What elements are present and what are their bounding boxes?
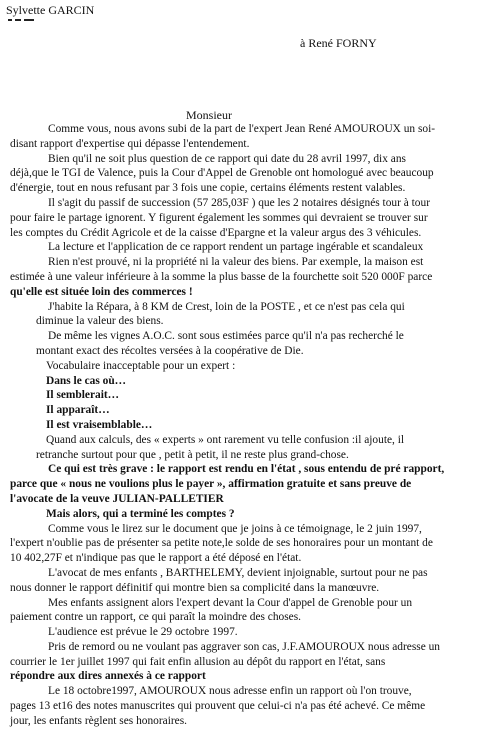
- body-line: L'avocat de mes enfants , BARTHELEMY, devient injoignable, surtout pour ne pas: [48, 566, 428, 579]
- body-line: pages 13 et16 des notes manuscrites qui prouvent que celui-ci n'a pas été achevé. Ce même: [10, 700, 426, 713]
- body-line: Comme vous, nous avons subi de la part de l'expert Jean René AMOUROUX un soi-: [48, 123, 436, 135]
- body-line: Le 18 octobre1997, AMOUROUX nous adresse enfin un rapport où l'on trouve,: [48, 685, 412, 698]
- body-line: estimée à une valeur inférieure à la somme la plus basse de la fourchette soit 520 000F parce: [10, 270, 433, 283]
- salutation: Monsieur: [186, 108, 232, 122]
- body-line: J'habite la Répara, à 8 KM de Crest, loin de la POSTE , et ce n'est pas cela qui: [48, 300, 405, 313]
- body-line: Il est vraisemblable…: [46, 418, 153, 431]
- body-line: Mes enfants assignent alors l'expert devant la Cour d'appel de Grenoble pour un: [48, 596, 413, 609]
- body-line: jour, les enfants règlent ses honoraires.: [10, 714, 187, 727]
- body-line: pour faire le partage ignorent. Y figurent également les sommes qui devraient se trouver sur: [10, 211, 428, 224]
- body-line: Bien qu'il ne soit plus question de ce rapport qui date du 28 avril 1997, dix ans: [48, 152, 406, 165]
- body-line: Il apparaît…: [46, 404, 110, 417]
- body-line: La lecture et l'application de ce rapport rendent un partage ingérable et scandaleux: [48, 241, 424, 254]
- body-line: Pris de remord ou ne voulant pas aggraver son cas, J.F.AMOUROUX nous adresse un: [48, 640, 440, 653]
- body-line: 10 402,27F et n'indique pas que le rapport a été déposé en l'état.: [10, 552, 302, 565]
- letter-body: [10, 122, 484, 729]
- body-line: Mais alors, qui a terminé les comptes ?: [46, 507, 235, 520]
- recipient-name: à René FORNY: [300, 36, 377, 50]
- body-line: courrier le 1er juillet 1997 qui fait enfin allusion au dépôt du rapport en l'état, sans: [10, 655, 386, 668]
- body-line: Il s'agit du passif de succession (57 285,03F ) que les 2 notaires désignés tour à tour: [48, 196, 430, 209]
- sender-address-scribble: [8, 19, 38, 27]
- body-line: montant exact des récoltes versées à la coopérative de Die.: [36, 344, 304, 357]
- body-line: diminue la valeur des biens.: [36, 315, 164, 328]
- body-line: d'énergie, tout en nous refusant par 3 fois une copie, certains éléments restent valables.: [10, 182, 406, 195]
- body-line: L'audience est prévue le 29 octobre 1997.: [48, 626, 238, 639]
- body-line: qu'elle est située loin des commerces !: [10, 285, 193, 298]
- body-line: l'avocate de la veuve JULIAN-PALLETIER: [10, 492, 224, 505]
- body-line: De même les vignes A.O.C. sont sous estimées parce qu'il n'a pas recherché le: [48, 330, 404, 343]
- body-line: Vocabulaire inacceptable pour un expert :: [46, 359, 236, 372]
- body-line: Rien n'est prouvé, ni la propriété ni la valeur des biens. Par exemple, la maison est: [48, 256, 424, 269]
- body-line: Comme vous le lirez sur le document que je joins à ce témoignage, le 2 juin 1997,: [48, 522, 422, 535]
- body-line: nous donner le rapport définitif qui montre bien sa complicité dans la manœuvre.: [10, 581, 380, 594]
- body-line: Dans le cas où…: [46, 374, 127, 387]
- body-line: Ce qui est très grave : le rapport est rendu en l'état , sous entendu de pré rapport,: [48, 463, 445, 476]
- body-line: retranche surtout pour que , petit à petit, il ne reste plus grand-chose.: [36, 448, 349, 461]
- body-line: Quand aux calculs, des « experts » ont rarement vu telle confusion :il ajoute, il: [46, 433, 405, 446]
- body-line: l'expert n'oublie pas de présenter sa petite note,le solde de ses honoraires pour un montant de: [10, 537, 433, 550]
- body-line: déjà,que le TGI de Valence, puis la Cour d'Appel de Grenoble ont homologué avec beaucoup: [10, 167, 434, 180]
- body-line: Il semblerait…: [46, 389, 120, 402]
- body-line: les comptes du Crédit Agricole et de la caisse d'Epargne et la valeur argus des 3 véhicules.: [10, 226, 422, 239]
- body-line: répondre aux dires annexés à ce rapport: [10, 670, 206, 683]
- body-line: paiement contre un rapport, ce qui paraît la moindre des choses.: [10, 611, 301, 624]
- body-line: parce que « nous ne voulions plus le payer », affirmation gratuite et sans preuve de: [10, 478, 412, 491]
- body-line: disant rapport d'expertise qui dépasse l'entendement.: [10, 137, 250, 150]
- sender-name: Sylvette GARCIN: [6, 3, 95, 17]
